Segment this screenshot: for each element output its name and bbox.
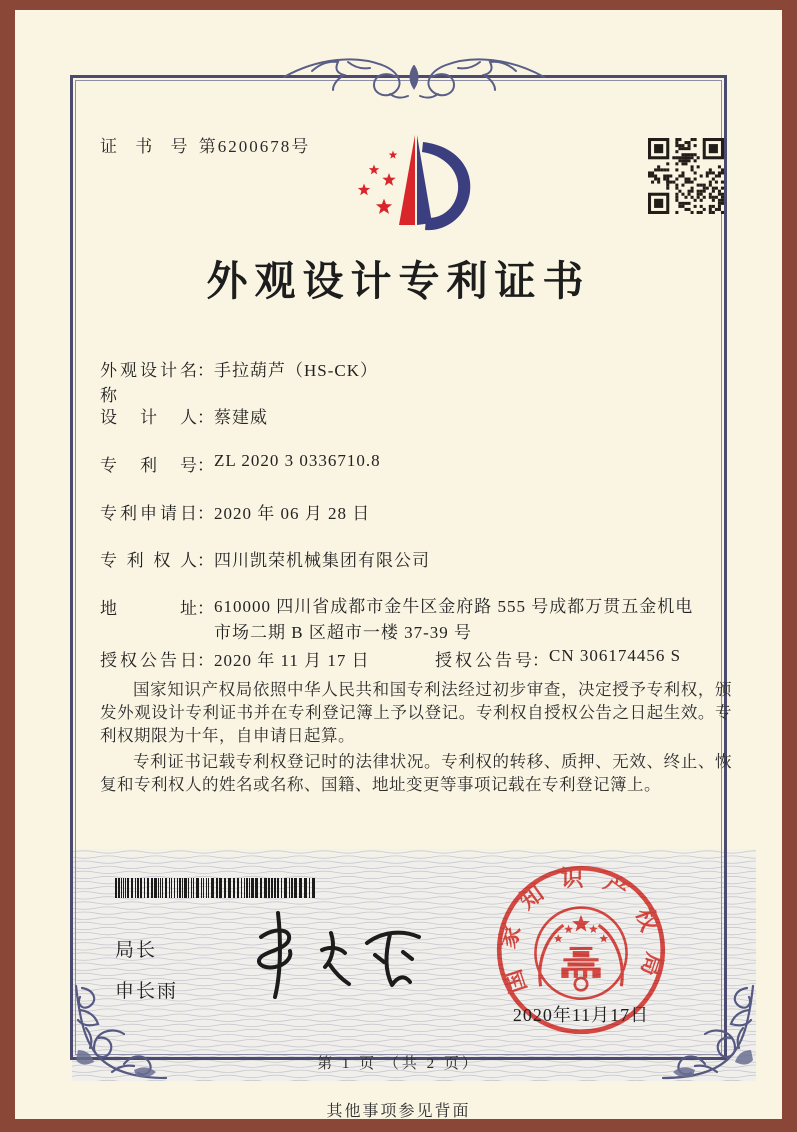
field-design-name — [100, 356, 732, 406]
field-patentee — [100, 546, 732, 571]
certificate-number — [100, 132, 310, 157]
seal-date: 2020年11月17日 — [512, 1005, 650, 1025]
qr-code — [648, 138, 724, 214]
field-grant-number — [435, 646, 681, 671]
field-colon: ： — [197, 504, 214, 523]
legal-paragraph-2: 专利证书记载专利权登记时的法律状况。专利权的转移、质押、无效、终止、恢复和专利权人的姓名或名称、国籍、地址变更等事项记载在专利登记簿上。 — [100, 752, 732, 794]
field-label: 外观设计名称 — [100, 361, 197, 405]
field-label: 专利号 — [100, 456, 197, 475]
field-designer — [100, 403, 732, 428]
field-patent-number — [100, 451, 732, 476]
director-name: 申长雨 — [115, 981, 179, 1002]
page-number: 第 1 页 （共 2 页） — [317, 1056, 480, 1072]
field-value: 2020 年 11 月 17 日 — [214, 651, 370, 670]
seal-ring-text: 国家知识产权局 — [494, 865, 668, 996]
field-colon: ： — [197, 456, 214, 475]
field-value: 2020 年 06 月 28 日 — [214, 504, 371, 523]
field-value: ZL 2020 3 0336710.8 — [214, 451, 381, 470]
field-label: 专利申请日 — [100, 504, 197, 523]
field-label: 专利权人 — [100, 551, 197, 570]
field-value: 610000 四川省成都市金牛区金府路 555 号成都万贯五金机电市场二期 B 区超市一楼 37-39 号 — [214, 597, 694, 642]
director-block — [115, 935, 178, 1017]
certificate-title: 外观设计专利证书 — [206, 258, 591, 304]
field-colon: ： — [197, 599, 214, 618]
field-label: 地址 — [100, 599, 197, 618]
legal-text-block — [100, 678, 732, 799]
back-side-note: 其他事项参见背面 — [326, 1103, 471, 1120]
field-colon: ： — [532, 651, 549, 670]
director-signature — [237, 903, 437, 1005]
field-label: 授权公告日 — [100, 651, 197, 670]
field-label: 设计人 — [100, 408, 197, 427]
field-grant-row — [100, 646, 732, 671]
director-title: 局长 — [115, 940, 158, 961]
field-colon: ： — [197, 651, 214, 670]
top-flourish-ornament — [278, 50, 550, 104]
field-value: 四川凯荣机械集团有限公司 — [214, 551, 430, 570]
cnipa-logo-icon — [341, 122, 481, 248]
field-value: CN 306174456 S — [549, 646, 682, 665]
barcode — [115, 878, 320, 898]
certificate-page — [15, 10, 782, 1119]
field-value: 手拉葫芦（HS-CK） — [214, 361, 379, 380]
field-colon: ： — [197, 408, 214, 427]
field-label: 授权公告号 — [435, 651, 532, 670]
field-colon: ： — [197, 551, 214, 570]
certificate-number-value: 第6200678号 — [198, 137, 311, 156]
certificate-number-label: 证 书 号 — [100, 137, 195, 156]
field-filing-date — [100, 499, 732, 524]
legal-paragraph-1: 国家知识产权局依照中华人民共和国专利法经过初步审查，决定授予专利权，颁发外观设计专利证书并在专利登记簿上予以登记。专利权自授权公告之日起生效。专利权期限为十年，自申请日起算。 — [100, 680, 732, 745]
field-value: 蔡建威 — [214, 408, 268, 427]
field-colon: ： — [197, 361, 214, 380]
field-address — [100, 594, 732, 646]
